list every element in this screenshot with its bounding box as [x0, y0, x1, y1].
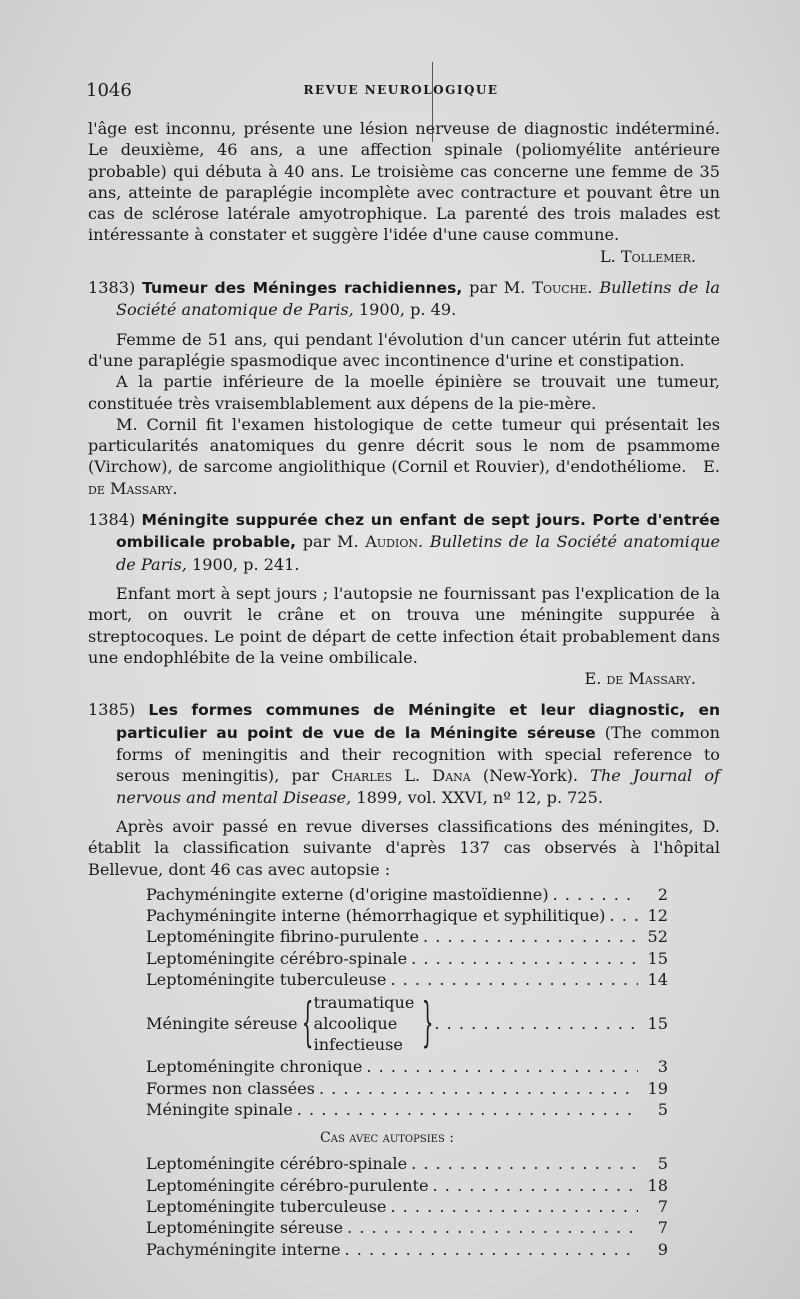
table-row: Pachyméningite externe (d'origine mastoïdienne) . . . 2: [146, 884, 668, 905]
table-row: Leptoméningite cérébro-purulente . . . 18: [146, 1175, 668, 1196]
table-row: Pachyméningite interne (hémorrhagique et syphilitique) . . . 12: [146, 905, 668, 926]
table-row: Leptoméningite cérébro-spinale . . . 15: [146, 948, 668, 969]
page-number: 1046: [86, 80, 132, 101]
intro-paragraph: l'âge est inconnu, présente une lésion nerveuse de diagnostic indéterminé. Le deuxième, 46 ans, a une affection spinale (poliomyélite antérieure probable) qui débuta à 40 ans. Le troisième cas concerne une femme de 35 ans, atteinte de paraplégie incomplète avec contracture et pouvant être un cas de sclérose latérale amyotrophique. La parenté des trois malades est intéressante à constater et suggère l'idée d'une cause commune.: [88, 119, 720, 245]
table-row: Leptoméningite tuberculeuse . . . 14: [146, 969, 668, 990]
entry-title: Tumeur des Méninges rachidiennes,: [142, 279, 463, 298]
paragraph: A la partie inférieure de la moelle épinière se trouvait une tumeur, constituée très vraisemblablement aux dépens de la pie-mère.: [88, 372, 720, 413]
paragraph: Femme de 51 ans, qui pendant l'évolution d'un cancer utérin fut atteinte d'une paraplégie spasmodique avec incontinence d'urine et constipation.: [88, 329, 720, 370]
page-body: [88, 118, 720, 1260]
autopsy-heading: Cas avec autopsies :: [320, 1130, 454, 1147]
table-row: Leptoméningite fibrino-purulente . . . 52: [146, 926, 668, 947]
table-row: Méningite spinale . . . 5: [146, 1099, 668, 1120]
entry-heading: 1384) Méningite suppurée chez un enfant de sept jours. Porte d'entrée ombilicale probable, par M. Audion. Bulletins de la Société anatomique de Paris, 1900, p. 241.: [88, 510, 720, 574]
sereuse-row: Méningite séreuse { traumatique alcoolique infectieuse } . . . 15: [146, 990, 668, 1056]
table-row: Leptoméningite chronique . . . 3: [146, 1056, 668, 1077]
journal: The Journal of nervous and mental Disease,: [116, 766, 720, 807]
entry-title: Les formes communes de Méningite et leur diagnostic, en particulier au point de vue de la Méningite séreuse: [116, 701, 720, 742]
signature: E. de Massary.: [88, 457, 720, 498]
entry-1383: [88, 277, 720, 499]
left-brace: {: [301, 993, 314, 1054]
table-row: Pachyméningite interne . . . 9: [146, 1239, 668, 1260]
signature: E. de Massary.: [584, 669, 696, 689]
table-row: Leptoméningite séreuse . . . 7: [146, 1217, 668, 1238]
entry-heading: 1383) Tumeur des Méninges rachidiennes, par M. Touche. Bulletins de la Société anatomique de Paris, 1900, p. 49.: [88, 278, 720, 320]
sereuse-subtypes: traumatique alcoolique infectieuse: [313, 992, 415, 1054]
signature: L. Tollemer.: [599, 246, 696, 266]
paragraph: Après avoir passé en revue diverses classifications des méningites, D. établit la classification suivante d'après 137 cas observés à l'hôpital Bellevue, dont 46 cas avec autopsie :: [88, 816, 720, 879]
entry-heading: 1385) Les formes communes de Méningite et leur diagnostic, en particulier au point de vue de la Méningite séreuse (The common forms of meningitis and their recognition with special reference to serous meningitis), par Charles L. Dana (New-York). The Journal of nervous and mental Disease, 1899, vol. XXVI, nº 12, p. 725.: [88, 700, 720, 807]
table-row: Leptoméningite cérébro-spinale . . . 5: [146, 1153, 668, 1174]
author: Charles L. Dana: [331, 766, 471, 786]
right-brace: }: [422, 993, 434, 1054]
classification-table: [88, 884, 720, 1260]
author: Audion: [365, 532, 418, 552]
table-row: Formes non classées . . . 19: [146, 1078, 668, 1099]
paragraph: M. Cornil fit l'examen histologique de cette tumeur qui présentait les particularités anatomiques du genre décrit sous le nom de psammome (Virchow), de sarcome angiolithique (Cornil et Rouvier), d'endothéliome. E. de Massary.: [88, 414, 720, 498]
entry-1384: [88, 509, 720, 689]
running-title: REVUE NEUROLOGIQUE: [303, 83, 499, 97]
entry-title: Méningite suppurée chez un enfant de sept jours. Porte d'entrée ombilicale probable,: [116, 511, 720, 552]
page-header: [86, 80, 716, 102]
paragraph: Enfant mort à sept jours ; l'autopsie ne fournissant pas l'explication de la mort, on ouvrit le crâne et on trouva une méningite suppurée à streptocoques. Le point de départ de cette infection était probablement dans une endophlébite de la veine ombilicale.: [88, 583, 720, 667]
entry-1385: [88, 699, 720, 1260]
table-row: Leptoméningite tuberculeuse . . . 7: [146, 1196, 668, 1217]
author: Touche: [532, 278, 588, 298]
